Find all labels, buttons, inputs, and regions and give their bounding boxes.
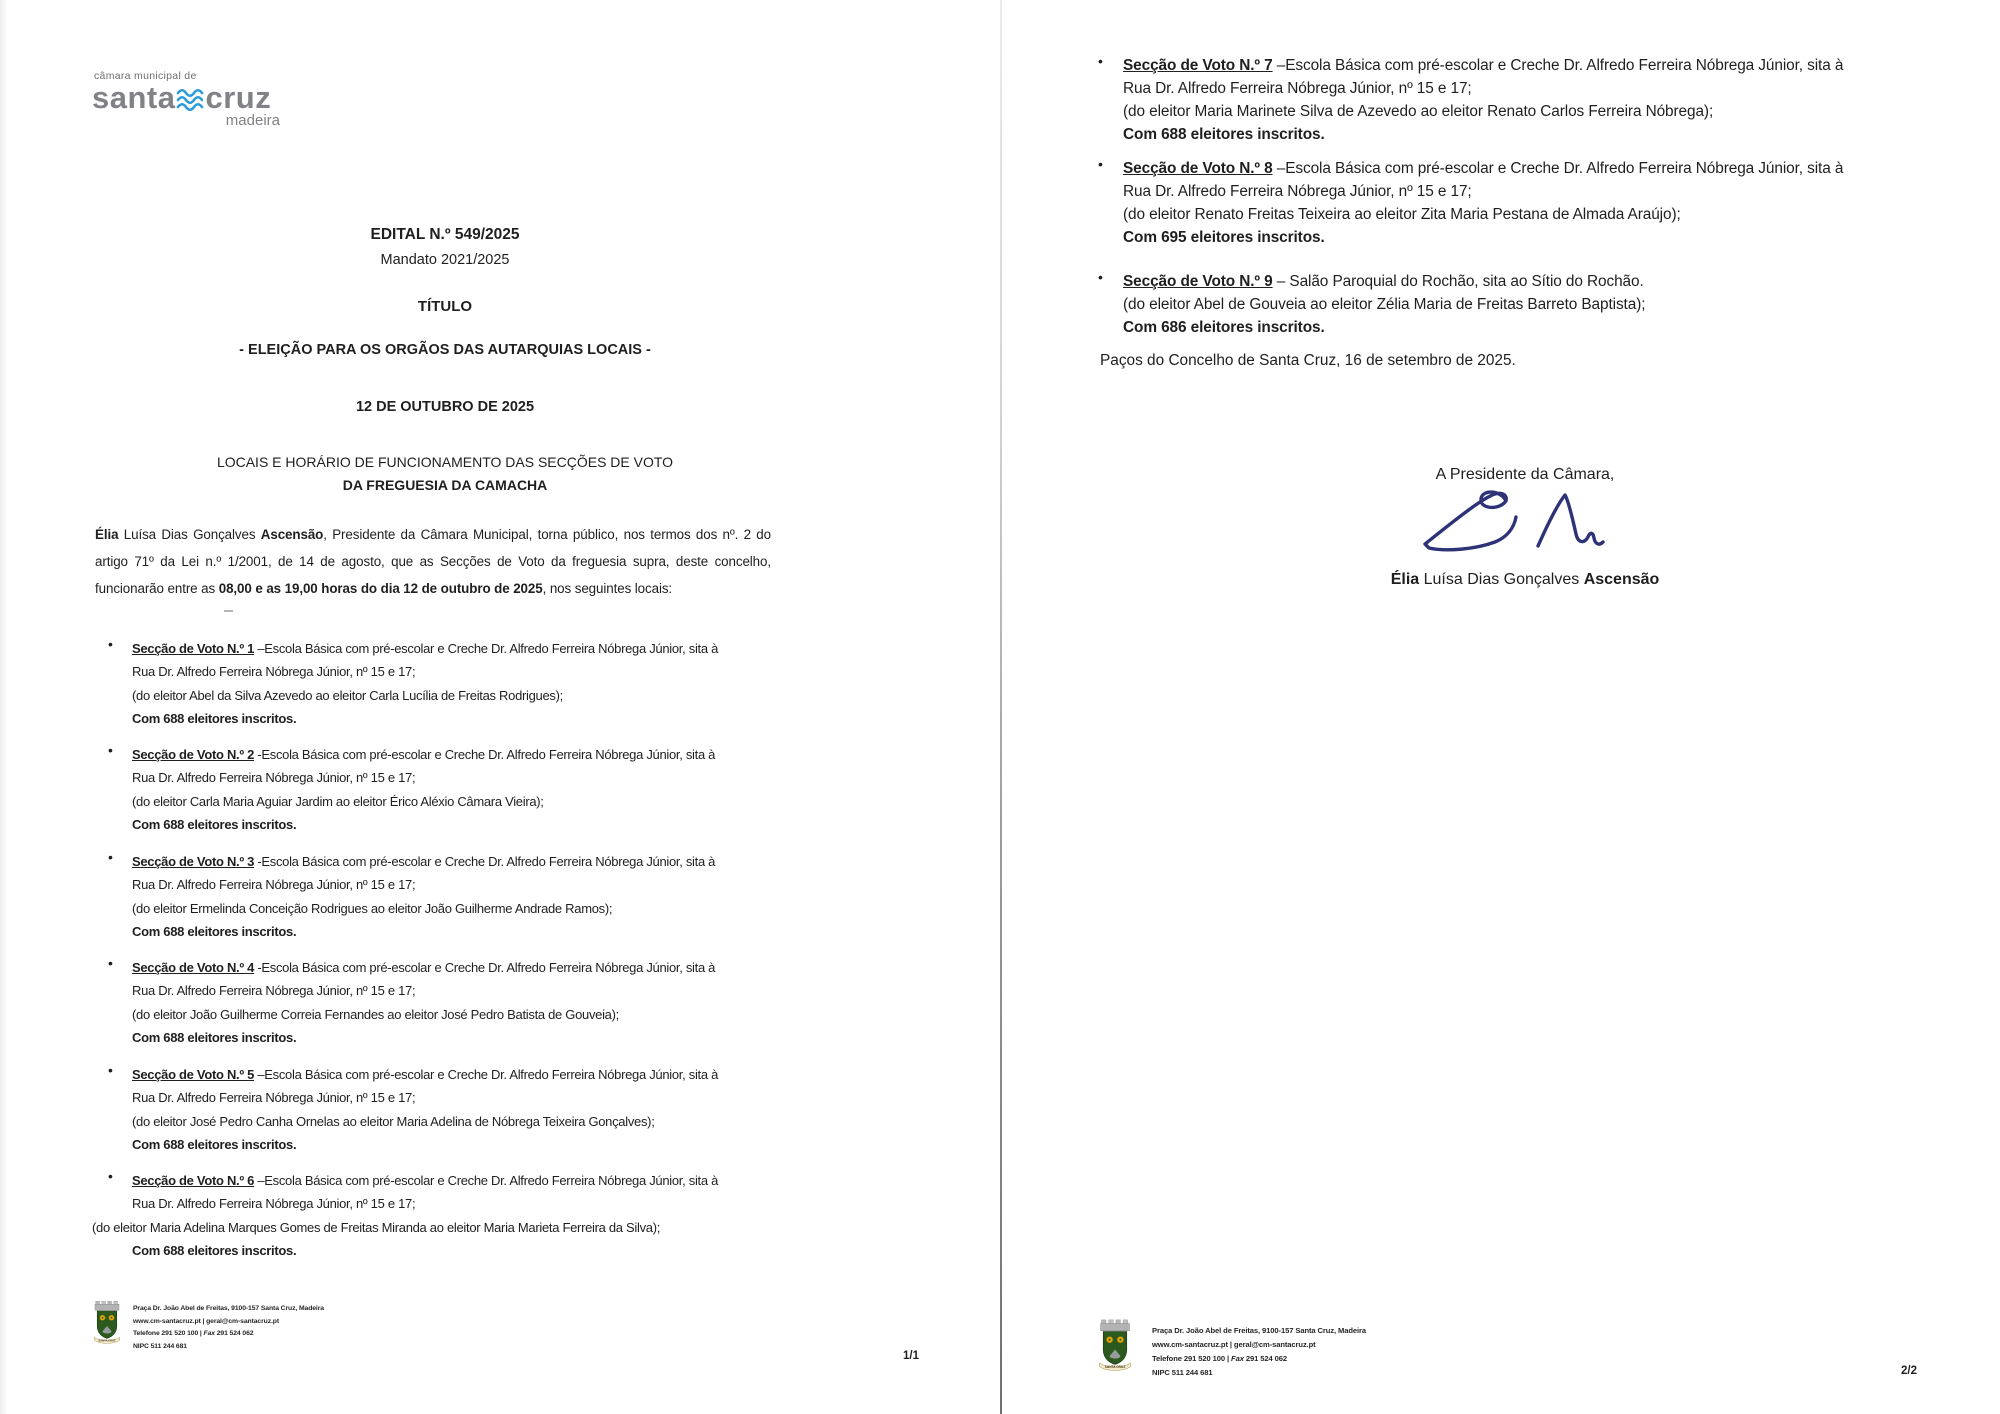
- section-registered: Com 688 eleitores inscritos.: [132, 1030, 297, 1046]
- footer-phone-fax: Telefone 291 520 100 | Fax 291 524 062: [1152, 1354, 1287, 1363]
- section-voter-range: (do eleitor Renato Freitas Teixeira ao eleitor Zita Maria Pestana de Almada Araújo);: [1123, 206, 1681, 223]
- voting-section-1: • Secção de Voto N.º 1 –Escola Básica com pré-escolar e Creche Dr. Alfredo Ferreira Nóbrega Júnior, sita à Rua Dr. Alfredo Ferreira Nóbrega Júnior, nº 15 e 17; (do eleitor Abel da Silva Azevedo ao eleitor Carla Lucília de Freitas Rodrigues); Com 688 eleitores inscritos.: [108, 637, 718, 731]
- voting-section-6: • Secção de Voto N.º 6 –Escola Básica com pré-escolar e Creche Dr. Alfredo Ferreira Nóbrega Júnior, sita à Rua Dr. Alfredo Ferreira Nóbrega Júnior, nº 15 e 17; (do eleitor Maria Adelina Marques Gomes de Freitas Miranda ao eleitor Maria Marieta Ferreira da Silva); Com 688 eleitores inscritos.: [108, 1169, 718, 1263]
- footer-web-email: www.cm-santacruz.pt | geral@cm-santacruz.pt: [1152, 1340, 1316, 1349]
- section-registered: Com 688 eleitores inscritos.: [132, 924, 297, 940]
- section-address: Rua Dr. Alfredo Ferreira Nóbrega Júnior, nº 15 e 17;: [132, 1090, 416, 1106]
- section-registered: Com 695 eleitores inscritos.: [1123, 229, 1325, 246]
- footer-address: Praça Dr. João Abel de Freitas, 9100-157 Santa Cruz, Madeira: [133, 1305, 324, 1312]
- section-address: Rua Dr. Alfredo Ferreira Nóbrega Júnior, nº 15 e 17;: [132, 983, 416, 999]
- signature-title: A Presidente da Câmara,: [1435, 466, 1615, 483]
- section-label: Secção de Voto N.º 8: [1123, 160, 1273, 177]
- mandato: Mandato 2021/2025: [380, 252, 510, 268]
- page1-footer: [92, 1297, 324, 1353]
- locais-heading-line1: LOCAIS E HORÁRIO DE FUNCIONAMENTO DAS SECÇÕES DE VOTO: [216, 454, 674, 470]
- section-address: Rua Dr. Alfredo Ferreira Nóbrega Júnior, nº 15 e 17;: [132, 770, 416, 786]
- voting-section-9: • Secção de Voto N.º 9 – Salão Paroquial do Rochão, sita ao Sítio do Rochão. (do eleitor Abel de Gouveia ao eleitor Zélia Maria de Freitas Barreto Baptista); Com 686 eleitores inscritos.: [1098, 270, 1645, 339]
- voting-section-2: • Secção de Voto N.º 2 -Escola Básica com pré-escolar e Creche Dr. Alfredo Ferreira Nóbrega Júnior, sita à Rua Dr. Alfredo Ferreira Nóbrega Júnior, nº 15 e 17; (do eleitor Carla Maria Aguiar Jardim ao eleitor Érico Aléxio Câmara Vieira); Com 688 eleitores inscritos.: [108, 743, 715, 837]
- bullet-marker: •: [108, 849, 113, 865]
- section-address: Rua Dr. Alfredo Ferreira Nóbrega Júnior, nº 15 e 17;: [132, 1196, 416, 1212]
- page-divider-line: [1000, 0, 1002, 1414]
- bullet-marker: •: [108, 955, 113, 971]
- logo-word-santa: santa: [92, 80, 176, 115]
- voting-section-4: • Secção de Voto N.º 4 -Escola Básica com pré-escolar e Creche Dr. Alfredo Ferreira Nóbrega Júnior, sita à Rua Dr. Alfredo Ferreira Nóbrega Júnior, nº 15 e 17; (do eleitor João Guilherme Correia Fernandes ao eleitor José Pedro Batista de Gouveia); Com 688 eleitores inscritos.: [108, 956, 715, 1050]
- voting-section-7: • Secção de Voto N.º 7 –Escola Básica com pré-escolar e Creche Dr. Alfredo Ferreira Nóbrega Júnior, sita à Rua Dr. Alfredo Ferreira Nóbrega Júnior, nº 15 e 17; (do eleitor Maria Marinete Silva de Azevedo ao eleitor Renato Carlos Ferreira Nóbrega); Com 688 eleitores inscritos.: [1098, 54, 1843, 146]
- santa-cruz-logo: [92, 70, 280, 129]
- section-registered: Com 688 eleitores inscritos.: [132, 817, 297, 833]
- section-address: Rua Dr. Alfredo Ferreira Nóbrega Júnior, nº 15 e 17;: [132, 877, 416, 893]
- bullet-marker: •: [108, 742, 113, 758]
- municipal-crest-icon: [92, 1297, 122, 1349]
- section-label: Secção de Voto N.º 3: [132, 854, 255, 869]
- section-voter-range: (do eleitor Carla Maria Aguiar Jardim ao eleitor Érico Aléxio Câmara Vieira);: [132, 793, 544, 809]
- section-voter-range: (do eleitor Maria Adelina Marques Gomes de Freitas Miranda ao eleitor Maria Marieta Ferreira da Silva);: [92, 1219, 661, 1235]
- section-voter-range: (do eleitor Maria Marinete Silva de Azevedo ao eleitor Renato Carlos Ferreira Nóbrega);: [1123, 103, 1714, 120]
- page1-number: 1/1: [903, 1350, 919, 1362]
- logo-word-cruz: cruz: [205, 80, 272, 115]
- bullet-marker: •: [1098, 269, 1103, 285]
- bullet-marker: •: [108, 1168, 113, 1184]
- logo-tagline: câmara municipal de: [94, 70, 197, 82]
- section-registered: Com 688 eleitores inscritos.: [132, 1243, 297, 1259]
- edital-number: EDITAL N.º 549/2025: [370, 226, 520, 243]
- footer-phone-fax: Telefone 291 520 100 | Fax 291 524 062: [133, 1330, 254, 1338]
- logo-wordmark: [92, 82, 280, 115]
- section-voter-range: (do eleitor Abel da Silva Azevedo ao eleitor Carla Lucília de Freitas Rodrigues);: [132, 687, 563, 703]
- bullet-marker: •: [108, 1062, 113, 1078]
- signatory-name: Élia Luísa Dias Gonçalves Ascensão: [1390, 571, 1660, 588]
- section-address: Rua Dr. Alfredo Ferreira Nóbrega Júnior, nº 15 e 17;: [132, 664, 416, 680]
- section-voter-range: (do eleitor José Pedro Canha Ornelas ao eleitor Maria Adelina de Nóbrega Teixeira Gonçalves);: [132, 1113, 655, 1129]
- section-registered: Com 688 eleitores inscritos.: [132, 711, 297, 727]
- voting-section-8: • Secção de Voto N.º 8 –Escola Básica com pré-escolar e Creche Dr. Alfredo Ferreira Nóbrega Júnior, sita à Rua Dr. Alfredo Ferreira Nóbrega Júnior, nº 15 e 17; (do eleitor Renato Freitas Teixeira ao eleitor Zita Maria Pestana de Almada Araújo); Com 695 eleitores inscritos.: [1098, 157, 1843, 249]
- section-registered: Com 688 eleitores inscritos.: [132, 1137, 297, 1153]
- voting-section-5: • Secção de Voto N.º 5 –Escola Básica com pré-escolar e Creche Dr. Alfredo Ferreira Nóbrega Júnior, sita à Rua Dr. Alfredo Ferreira Nóbrega Júnior, nº 15 e 17; (do eleitor José Pedro Canha Ornelas ao eleitor Maria Adelina de Nóbrega Teixeira Gonçalves); Com 688 eleitores inscritos.: [108, 1063, 718, 1157]
- waves-icon: [176, 87, 204, 111]
- titulo-heading: TÍTULO: [417, 298, 473, 315]
- locais-heading-line2: DA FREGUESIA DA CAMACHA: [342, 477, 548, 493]
- intro-name-last: Ascensão: [260, 527, 324, 542]
- section-label: Secção de Voto N.º 6: [132, 1173, 255, 1188]
- section-label: Secção de Voto N.º 9: [1123, 273, 1273, 290]
- voting-section-3: • Secção de Voto N.º 3 -Escola Básica com pré-escolar e Creche Dr. Alfredo Ferreira Nóbrega Júnior, sita à Rua Dr. Alfredo Ferreira Nóbrega Júnior, nº 15 e 17; (do eleitor Ermelinda Conceição Rodrigues ao eleitor João Guilherme Andrade Ramos); Com 688 eleitores inscritos.: [108, 850, 715, 944]
- bullet-marker: •: [108, 636, 113, 652]
- closing-dateline: Paços do Concelho de Santa Cruz, 16 de setembro de 2025.: [1100, 352, 1516, 369]
- election-heading: - ELEIÇÃO PARA OS ORGÃOS DAS AUTARQUIAS LOCAIS -: [239, 342, 651, 358]
- page2-number: 2/2: [1901, 1365, 1917, 1377]
- section-label: Secção de Voto N.º 7: [1123, 57, 1273, 74]
- section-address: Rua Dr. Alfredo Ferreira Nóbrega Júnior, nº 15 e 17;: [1123, 80, 1472, 97]
- logo-region: madeira: [225, 111, 280, 129]
- election-date: 12 DE OUTUBRO DE 2025: [355, 399, 535, 415]
- footer-address: Praça Dr. João Abel de Freitas, 9100-157 Santa Cruz, Madeira: [1152, 1326, 1367, 1335]
- intro-paragraph: Élia Luísa Dias Gonçalves Ascensão, Presidente da Câmara Municipal, torna público, nos termos dos nº. 2 do artigo 71º da Lei n.º 1/2001, de 14 de agosto, que as Secções de Voto da freguesia supra, deste concelho, funcionarão entre as 08,00 e as 19,00 horas do dia 12 de outubro de 2025, nos seguintes locais:: [95, 527, 771, 596]
- scan-edge-shadow: [0, 0, 7, 1414]
- footer-nipc: NIPC 511 244 681: [133, 1342, 187, 1350]
- section-label: Secção de Voto N.º 4: [132, 960, 255, 975]
- section-address: Rua Dr. Alfredo Ferreira Nóbrega Júnior, nº 15 e 17;: [1123, 183, 1472, 200]
- footer-web-email: www.cm-santacruz.pt | geral@cm-santacruz.pt: [133, 1317, 279, 1325]
- municipal-crest-icon: [1097, 1318, 1133, 1374]
- section-label: Secção de Voto N.º 5: [132, 1067, 255, 1082]
- section-registered: Com 686 eleitores inscritos.: [1123, 319, 1325, 336]
- section-label: Secção de Voto N.º 1: [132, 641, 255, 656]
- intro-name-first: Élia: [95, 527, 119, 542]
- handwritten-signature: [1402, 486, 1622, 568]
- bullet-marker: •: [1098, 156, 1103, 172]
- scan-artifact: [224, 610, 233, 612]
- bullet-marker: •: [1098, 53, 1103, 69]
- section-registered: Com 688 eleitores inscritos.: [1123, 126, 1325, 143]
- page2-footer: [1097, 1318, 1366, 1380]
- section-voter-range: (do eleitor João Guilherme Correia Fernandes ao eleitor José Pedro Batista de Gouveia);: [132, 1006, 619, 1022]
- intro-hours: 08,00 e as 19,00 horas do dia 12 de outubro de 2025: [218, 581, 543, 596]
- section-voter-range: (do eleitor Abel de Gouveia ao eleitor Zélia Maria de Freitas Barreto Baptista);: [1123, 296, 1646, 313]
- footer-nipc: NIPC 511 244 681: [1152, 1368, 1213, 1377]
- section-voter-range: (do eleitor Ermelinda Conceição Rodrigues ao eleitor João Guilherme Andrade Ramos);: [132, 900, 613, 916]
- section-label: Secção de Voto N.º 2: [132, 747, 255, 762]
